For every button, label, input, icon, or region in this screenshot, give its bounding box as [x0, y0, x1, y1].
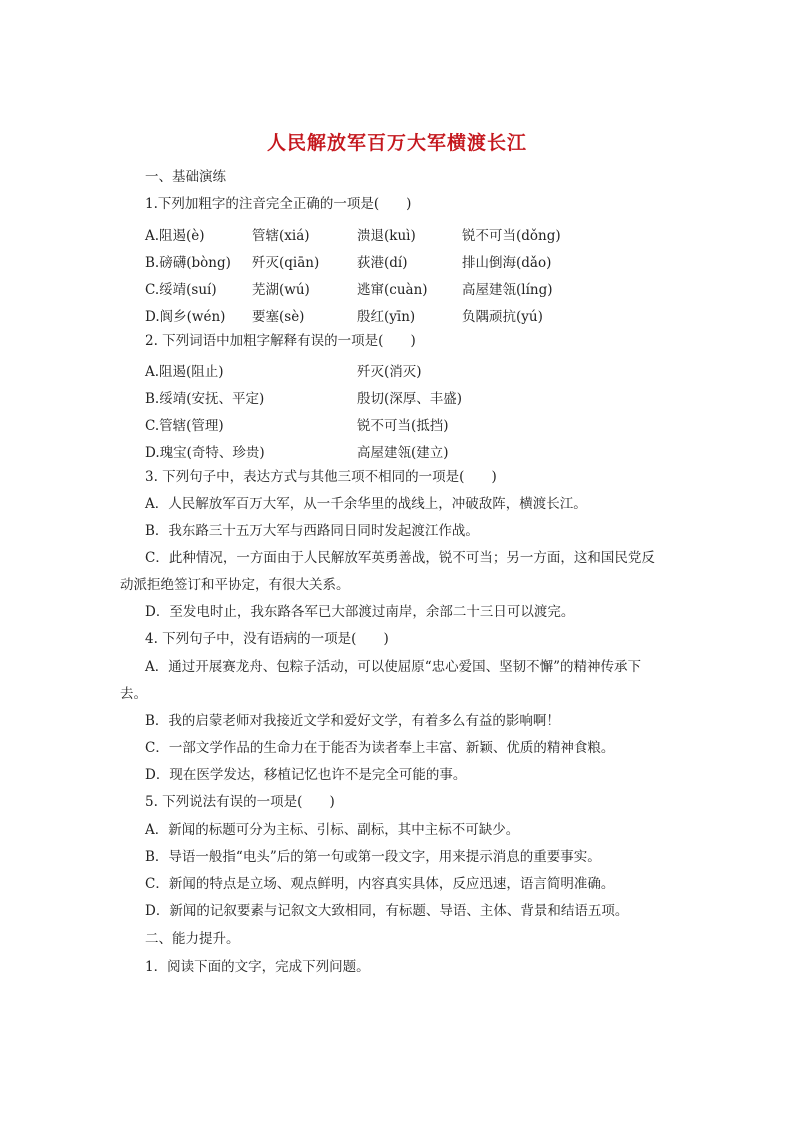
- q4-option-c: C．一部文学作品的生命力在于能否为读者奉上丰富、新颖、优质的精神食粮。: [145, 740, 615, 756]
- q1-option-d-1: D.阆乡(wén): [145, 309, 226, 325]
- q3-option-c-line1: C．此种情况，一方面由于人民解放军英勇善战，锐不可当；另一方面，这和国民党反: [145, 550, 655, 566]
- q1-option-b-4: 排山倒海(dǎo): [462, 255, 552, 271]
- page-title: 人民解放军百万大军横渡长江: [266, 132, 527, 154]
- q1-option-a-3: 溃退(kuì): [357, 228, 416, 244]
- q1-option-b-3: 荻港(dí): [357, 255, 408, 271]
- q2-option-c-1: C.管辖(管理): [145, 418, 224, 434]
- q2-option-d-1: D.瑰宝(奇特、珍贵): [145, 445, 265, 461]
- q1-option-c-2: 芜湖(wú): [252, 282, 310, 298]
- q5-option-a: A．新闻的标题可分为主标、引标、副标，其中主标不可缺少。: [145, 822, 520, 838]
- q4-option-a-line1: A．通过开展赛龙舟、包粽子活动，可以使屈原“忠心爱国、坚韧不懈”的精神传承下: [145, 659, 642, 675]
- q3-option-a: A．人民解放军百万大军，从一千余华里的战线上，冲破敌阵，横渡长江。: [145, 496, 587, 512]
- section-heading-basic: 一、基础演练: [145, 169, 226, 185]
- q1-stem: 1.下列加粗字的注音完全正确的一项是( ): [145, 196, 412, 212]
- q1-option-d-3: 殷红(yīn): [357, 309, 416, 325]
- q6-stem: 1．阅读下面的文字，完成下列问题。: [145, 959, 370, 975]
- q1-option-c-1: C.绥靖(suí): [145, 282, 217, 298]
- q4-option-a-line2: 去。: [120, 686, 147, 702]
- q1-option-c-3: 逃窜(cuàn): [357, 282, 428, 298]
- q2-option-a-1: A.阻遏(阻止): [145, 364, 224, 380]
- q3-option-b: B．我东路三十五万大军与西路同日同时发起渡江作战。: [145, 523, 479, 539]
- q3-stem: 3. 下列句子中，表达方式与其他三项不相同的一项是( ): [145, 469, 497, 485]
- q5-option-c: C．新闻的特点是立场、观点鲜明，内容真实具体，反应迅速，语言简明准确。: [145, 876, 615, 892]
- q5-stem: 5. 下列说法有误的一项是( ): [145, 794, 335, 810]
- q1-option-a-2: 管辖(xiá): [252, 228, 310, 244]
- q1-option-b-1: B.磅礴(bòng): [145, 255, 231, 271]
- q3-option-d: D．至发电时止，我东路各军已大部渡过南岸，余部二十三日可以渡完。: [145, 604, 575, 620]
- q1-option-d-2: 要塞(sè): [252, 309, 305, 325]
- q4-option-d: D．现在医学发达，移植记忆也许不是完全可能的事。: [145, 767, 467, 783]
- q2-stem: 2. 下列词语中加粗字解释有误的一项是( ): [145, 333, 416, 349]
- q4-option-b: B．我的启蒙老师对我接近文学和爱好文学，有着多么有益的影响啊！: [145, 713, 560, 729]
- q2-option-c-2: 锐不可当(抵挡): [357, 418, 449, 434]
- q2-option-b-1: B.绥靖(安抚、平定): [145, 391, 265, 407]
- q2-option-b-2: 殷切(深厚、丰盛): [357, 391, 463, 407]
- q4-stem: 4. 下列句子中，没有语病的一项是( ): [145, 631, 389, 647]
- q5-option-b: B．导语一般指“电头”后的第一句或第一段文字，用来提示消息的重要事实。: [145, 849, 601, 865]
- q1-option-c-4: 高屋建瓴(líng): [462, 282, 553, 298]
- q1-option-d-4: 负隅顽抗(yú): [462, 309, 543, 325]
- q1-option-b-2: 歼灭(qiān): [252, 255, 320, 271]
- q2-option-d-2: 高屋建瓴(建立): [357, 445, 449, 461]
- q5-option-d: D．新闻的记叙要素与记叙文大致相同，有标题、导语、主体、背景和结语五项。: [145, 903, 629, 919]
- q1-option-a-4: 锐不可当(dǒng): [462, 228, 561, 244]
- q1-option-a-1: A.阻遏(è): [145, 228, 205, 244]
- q2-option-a-2: 歼灭(消灭): [357, 364, 422, 380]
- q3-option-c-line2: 动派拒绝签订和平协定，有很大关系。: [120, 577, 350, 593]
- section-heading-advanced: 二、能力提升。: [145, 931, 240, 947]
